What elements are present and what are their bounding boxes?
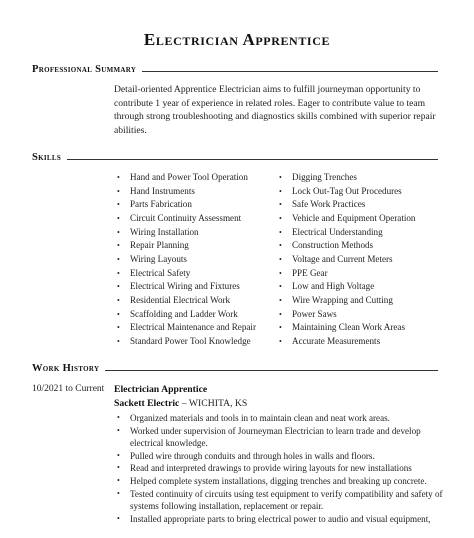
skills-section-header <box>32 152 438 163</box>
skill-item <box>114 212 276 226</box>
summary-text: Detail-oriented Apprentice Electrician aims to fulfill journeyman opportunity to contribute 1 year of experience in related roles. Eager to contribute value to team through strong troubleshooting and diagnostics skills combined with superior repair abilities. <box>114 84 436 136</box>
bullet-icon: • <box>117 227 120 237</box>
skill-item-text: PPE Gear <box>292 267 328 278</box>
job-duties-list <box>114 412 449 525</box>
duty-item-text: Installed appropriate parts to bring electrical power to audio and visual equipment, <box>130 513 431 524</box>
resume-title: Electrician Apprentice <box>143 30 331 49</box>
bullet-icon: • <box>117 200 120 210</box>
skill-item <box>276 212 415 226</box>
skill-item <box>276 308 415 322</box>
skill-item-text: Voltage and Current Meters <box>292 253 393 264</box>
skill-item <box>114 321 276 335</box>
bullet-icon: • <box>279 173 282 182</box>
skill-item-text: Vehicle and Equipment Operation <box>292 212 416 223</box>
skill-item <box>276 226 415 240</box>
bullet-icon: • <box>117 268 120 278</box>
skill-item-text: Repair Planning <box>130 240 189 251</box>
bullet-icon: • <box>117 336 120 346</box>
skill-item <box>114 267 276 281</box>
duty-item-text: Tested continuity of circuits using test equipment to verify compatibility and safety of systems following installation, replacement or repair. <box>130 488 443 512</box>
skill-item-text: Parts Fabrication <box>130 199 192 210</box>
skill-item <box>276 321 415 335</box>
bullet-icon: • <box>279 254 282 264</box>
skill-item-text: Standard Power Tool Knowledge <box>130 335 251 346</box>
duty-item-text: Organized materials and tools in to maintain clean and neat work areas. <box>130 413 390 423</box>
skills-list <box>114 171 454 349</box>
skill-item <box>276 185 415 199</box>
bullet-icon: • <box>279 309 282 319</box>
skill-item-text: Safe Work Practices <box>292 199 366 210</box>
skill-item-text: Electrical Safety <box>130 267 191 278</box>
skill-item-text: Hand Instruments <box>130 185 195 196</box>
bullet-icon: • <box>117 323 120 333</box>
skill-item-text: Hand and Power Tool Operation <box>130 172 248 182</box>
skill-item <box>114 294 276 308</box>
skill-item <box>114 308 276 322</box>
skills-column-1 <box>114 171 276 349</box>
bullet-icon: • <box>117 475 120 485</box>
duty-item <box>114 475 449 488</box>
skill-item-text: Electrical Maintenance and Repair <box>130 322 256 333</box>
skill-item-text: Residential Electrical Work <box>130 294 231 305</box>
bullet-icon: • <box>279 213 282 223</box>
duty-item <box>114 412 449 425</box>
section-divider <box>105 370 438 371</box>
company-location: – WICHITA, KS <box>181 398 248 409</box>
bullet-icon: • <box>117 282 120 292</box>
bullet-icon: • <box>117 254 120 264</box>
bullet-icon: • <box>279 282 282 292</box>
skill-item <box>114 198 276 212</box>
bullet-icon: • <box>117 513 120 523</box>
work-history-heading: Work History <box>32 363 100 374</box>
bullet-icon: • <box>279 241 282 251</box>
skill-item <box>276 171 415 185</box>
skill-item <box>114 253 276 267</box>
skill-item-text: Maintaining Clean Work Areas <box>292 322 406 333</box>
skill-item <box>276 239 415 253</box>
duty-item-text: Read and interpreted drawings to provide wiring layouts for new installations <box>130 463 412 474</box>
skill-item-text: Electrical Wiring and Fixtures <box>130 281 240 292</box>
job-date: 10/2021 to Current <box>32 384 105 394</box>
skill-item-text: Accurate Measurements <box>292 335 381 346</box>
section-divider <box>67 159 438 160</box>
skill-item <box>114 239 276 253</box>
skill-item <box>276 294 415 308</box>
skill-item <box>114 185 276 199</box>
skill-item <box>114 280 276 294</box>
skill-item <box>114 226 276 240</box>
skill-item-text: Wiring Layouts <box>130 253 187 264</box>
bullet-icon: • <box>117 241 120 251</box>
summary-heading: Professional Summary <box>32 64 137 75</box>
duty-item <box>114 462 449 475</box>
section-divider <box>142 71 438 72</box>
skill-item-text: Circuit Continuity Assessment <box>130 212 242 223</box>
skill-item-text: Electrical Understanding <box>292 226 383 237</box>
duty-item <box>114 513 449 526</box>
bullet-icon: • <box>117 488 120 498</box>
duty-item <box>114 450 449 463</box>
bullet-icon: • <box>117 463 120 473</box>
job-company-line <box>114 398 247 409</box>
skill-item <box>276 280 415 294</box>
work-history-section-header <box>32 363 438 374</box>
duty-item-text: Helped complete system installations, digging trenches and breaking up concrete. <box>130 475 427 486</box>
bullet-icon: • <box>279 295 282 305</box>
bullet-icon: • <box>279 268 282 278</box>
skill-item-text: Digging Trenches <box>292 172 357 182</box>
skill-item <box>276 335 415 349</box>
bullet-icon: • <box>117 425 120 435</box>
skill-item-text: Wiring Installation <box>130 226 199 237</box>
bullet-icon: • <box>279 186 282 196</box>
skills-column-2 <box>276 171 415 349</box>
skill-item-text: Lock Out-Tag Out Procedures <box>292 185 402 196</box>
skill-item-text: Power Saws <box>292 308 337 319</box>
bullet-icon: • <box>117 309 120 319</box>
skill-item-text: Scaffolding and Ladder Work <box>130 308 238 319</box>
bullet-icon: • <box>117 213 120 223</box>
skill-item-text: Construction Methods <box>292 240 374 251</box>
skill-item <box>276 198 415 212</box>
company-name: Sackett Electric <box>114 398 180 409</box>
bullet-icon: • <box>117 450 120 460</box>
skill-item <box>276 253 415 267</box>
bullet-icon: • <box>117 295 120 305</box>
skill-item-text: Wire Wrapping and Cutting <box>292 294 393 305</box>
bullet-icon: • <box>279 227 282 237</box>
skill-item-text: Low and High Voltage <box>292 281 375 292</box>
job-title: Electrician Apprentice <box>114 384 208 395</box>
bullet-icon: • <box>117 173 120 182</box>
summary-section-header <box>32 64 438 75</box>
bullet-icon: • <box>279 336 282 346</box>
duty-item-text: Pulled wire through conduits and through holes in walls and floors. <box>130 450 375 461</box>
duty-item <box>114 488 449 513</box>
bullet-icon: • <box>279 323 282 333</box>
duty-item <box>114 425 449 450</box>
skill-item <box>114 335 276 349</box>
bullet-icon: • <box>279 200 282 210</box>
duty-item-text: Worked under supervision of Journeyman Electrician to learn trade and develop electrical knowledge. <box>130 425 421 449</box>
bullet-icon: • <box>117 186 120 196</box>
skill-item <box>114 171 276 185</box>
skills-heading: Skills <box>32 152 62 163</box>
bullet-icon: • <box>117 413 120 422</box>
skill-item <box>276 267 415 281</box>
